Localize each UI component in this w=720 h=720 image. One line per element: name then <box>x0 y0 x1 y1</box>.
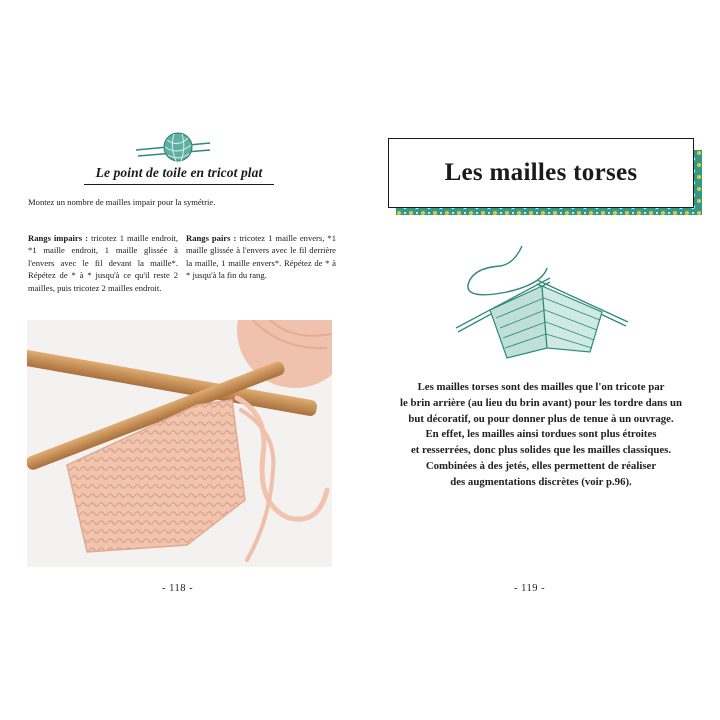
body-line: but décoratif, ou pour donner plus de tenue à un ouvrage. <box>408 412 674 425</box>
right-page <box>360 0 720 720</box>
twisted-stitch-illustration <box>452 240 632 365</box>
body-line: Combinées à des jetés, elles permettent de réaliser <box>425 459 657 472</box>
body-line: En effet, les mailles ainsi tordues sont plus étroites <box>425 428 657 441</box>
intro-text: Montez un nombre de mailles impair pour la symétrie. <box>28 197 216 207</box>
knitting-photo <box>27 320 332 567</box>
page-title: Les mailles torses <box>444 159 638 186</box>
body-line: et resserrées, donc plus solides que les mailles classiques. <box>410 444 672 457</box>
page-number: - 119 - <box>514 583 546 594</box>
odd-rows-label: Rangs impairs : <box>28 233 88 243</box>
odd-rows-text: tricotez 1 maille endroit, *1 maille endroit, 1 maille glissée à l'envers avec le fil devant la maille*. Répétez de * à * jusqu'à ce qu'il reste 2 mailles, puis tricotez 2 mailles endroit. <box>28 233 178 293</box>
body-line: Les mailles torses sont des mailles que l'on tricote par <box>417 381 665 393</box>
body-line: le brin arrière (au lieu du brin avant) pour les tordre dans un <box>400 396 682 409</box>
yarn-ball-icon <box>134 130 214 166</box>
odd-rows-instructions <box>28 232 178 294</box>
section-title: Le point de toile en tricot plat <box>84 165 274 185</box>
even-rows-instructions <box>186 232 336 282</box>
page-title-box <box>388 138 694 208</box>
even-rows-text: tricotez 1 maille envers, *1 maille glissée à l'envers avec le fil derrière la maille, 1 maille envers*. Répétez de * à * jusqu'à la fin du rang. <box>186 233 336 281</box>
body-line: des augmentations discrètes (voir p.96). <box>450 475 632 488</box>
even-rows-label: Rangs pairs : <box>186 233 237 243</box>
page-number: - 118 - <box>162 583 194 594</box>
body-paragraph <box>390 380 692 491</box>
